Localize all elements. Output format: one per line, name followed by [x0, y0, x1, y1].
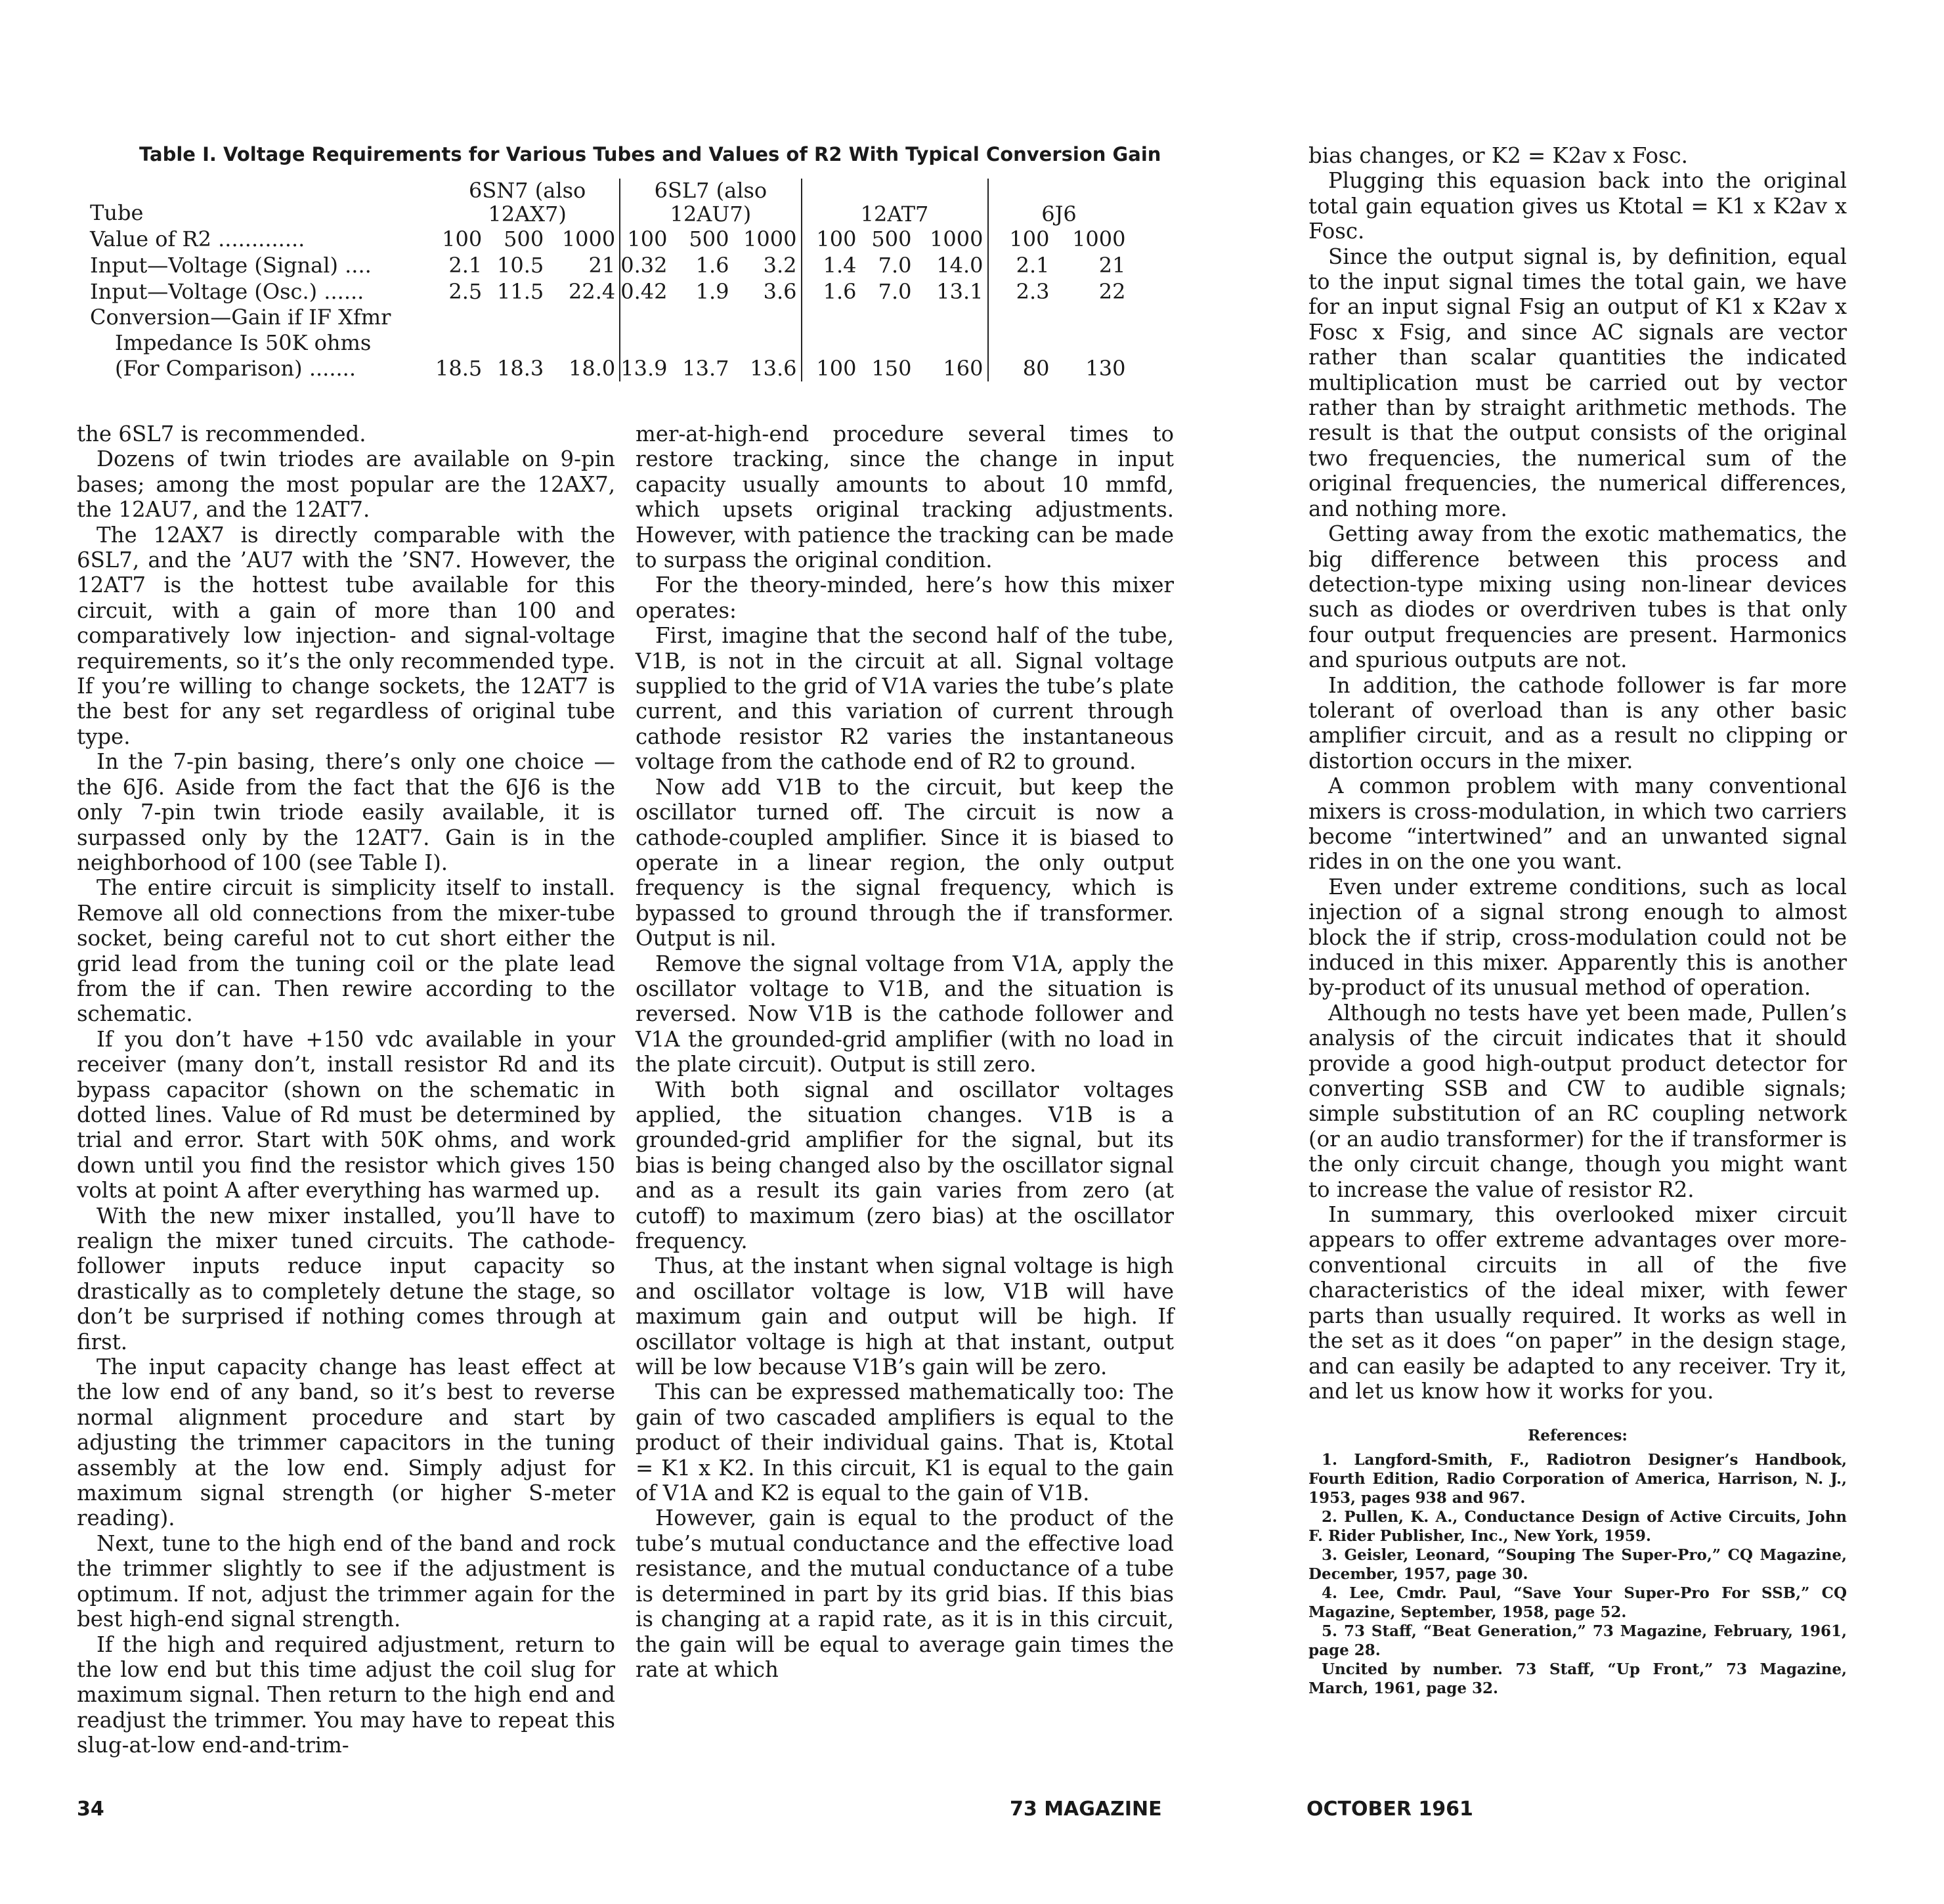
- tube-header: Tube: [90, 200, 144, 225]
- group-header-6sl7: 6SL7 (also 12AU7): [620, 179, 801, 226]
- table-cell: 1000: [916, 226, 988, 252]
- table-cell: 500: [871, 227, 912, 251]
- text-column-3: [1308, 143, 1847, 1698]
- table-cell: 18.3: [497, 356, 544, 381]
- paragraph: Dozens of twin triodes are available on 9-pin bases; among the most popular are the 12AX7, the 12AU7, and the 12AT7.: [77, 446, 615, 523]
- table-cell: 100: [816, 356, 857, 381]
- paragraph: In addition, the cathode follower is far more tolerant of overload than is any other basic amplifier circuit, and as a result no clipping or distortion occurs in the mixer.: [1308, 672, 1847, 773]
- group-header-12at7: 12AT7: [802, 179, 988, 226]
- table-cell: 3.2: [733, 252, 802, 278]
- issue-date: OCTOBER 1961: [1307, 1798, 1473, 1821]
- paragraph: Plugging this equasion back into the original total gain equation gives us Ktotal = K1 x K2av x Fosc.: [1308, 168, 1847, 244]
- table-cell: 13.1: [916, 278, 988, 305]
- reference-item: 3. Geisler, Leonard, “Souping The Super-Pro,” CQ Magazine, December, 1957, page 30.: [1308, 1546, 1847, 1584]
- table-cell: 100: [627, 227, 668, 251]
- table-cell: 100: [816, 227, 857, 251]
- paragraph: For the theory-minded, here’s how this mixer operates:: [636, 573, 1174, 623]
- table-cell: 100: [442, 227, 483, 251]
- page-number: 34: [77, 1798, 104, 1821]
- table-cell: 13.9: [620, 356, 668, 381]
- paragraph: Even under extreme conditions, such as local injection of a signal strong enough to almost block the if strip, cross-modulation could not be induced in this mixer. Apparently this is another by-product of its unusual method of operation.: [1308, 874, 1847, 1001]
- table-cell: 18.0: [548, 305, 620, 381]
- table-cell: 7.0: [878, 279, 912, 304]
- table-cell: 1.4: [823, 253, 857, 278]
- group-header-6sn7: 6SN7 (also 12AX7): [435, 179, 620, 226]
- table-cell: 10.5: [497, 253, 544, 278]
- reference-item: 2. Pullen, K. A., Conductance Design of Active Circuits, John F. Rider Publisher, Inc., New York, 1959.: [1308, 1508, 1847, 1546]
- table-cell: 22.4: [548, 278, 620, 305]
- paragraph: The 12AX7 is directly comparable with the 6SL7, and the ’AU7 with the ’SN7. However, the 12AT7 is the hottest tube available for this circuit, with a gain of more than 100 and comparatively low injection- and signal-voltage requirements, so it’s the only recommended type. If you’re willing to change sockets, the 12AT7 is the best for any set regardless of original tube type.: [77, 522, 615, 749]
- table-cell: 1000: [1072, 227, 1126, 251]
- group-header-6j6: 6J6: [1041, 202, 1077, 227]
- paragraph: This can be expressed mathematically too: The gain of two cascaded amplifiers is equal to the product of their individual gains. That is, Ktotal = K1 x K2. In this circuit, K1 is equal to the gain of V1A and K2 is equal to the gain of V1B.: [636, 1379, 1174, 1506]
- paragraph: First, imagine that the second half of the tube, V1B, is not in the circuit at all. Signal voltage supplied to the grid of V1A varies the tube’s plate current, and this variation of current through cathode resistor R2 varies the instantaneous voltage from the cathode end of R2 to ground.: [636, 623, 1174, 775]
- table-row: [90, 278, 1130, 305]
- table-cell: 7.0: [878, 253, 912, 278]
- paragraph: Since the output signal is, by definition, equal to the input signal times the total gain, we have for an input signal Fsig an output of K1 x K2av x Fosc x Fsig, and since AC signals are vector rather than scalar quantities the indicated multiplication must be carried out by vector rather than by straight arithmetic methods. The result is that the output consists of the original two frequencies, the numerical sum of the original frequencies, the numerical differences, and nothing more.: [1308, 244, 1847, 521]
- table-cell: 1.6: [823, 279, 857, 304]
- paragraph: In summary, this overlooked mixer circuit appears to offer extreme advantages over more-conventional circuits in all of the five characteristics of the ideal mixer, with fewer parts than usually required. It works as well in the set as it does “on paper” in the design stage, and can easily be adapted to any receiver. Try it, and let us know how it works for you.: [1308, 1202, 1847, 1404]
- paragraph: The entire circuit is simplicity itself to install. Remove all old connections from the mixer-tube socket, being careful not to cut short either the grid lead from the tuning coil or the plate lead from the if can. Then rewire according to the schematic.: [77, 875, 615, 1027]
- table-title: Table I. Voltage Requirements for Various Tubes and Values of R2 With Typical Conversion Gain: [139, 143, 1161, 165]
- paragraph: Remove the signal voltage from V1A, apply the oscillator voltage to V1B, and the situation is reversed. Now V1B is the cathode follower and V1A the grounded-grid amplifier (with no load in the plate circuit). Output is still zero.: [636, 951, 1174, 1077]
- table-cell: 11.5: [497, 279, 544, 304]
- table-cell: 2.5: [448, 279, 483, 304]
- table-cell: 150: [871, 356, 912, 381]
- table-cell: 2.1: [448, 253, 483, 278]
- table-row: [90, 252, 1130, 278]
- table-cell: 1000: [733, 226, 802, 252]
- reference-item: 4. Lee, Cmdr. Paul, “Save Your Super-Pro For SSB,” CQ Magazine, September, 1958, page 52.: [1308, 1584, 1847, 1622]
- paragraph: mer-at-high-end procedure several times to restore tracking, since the change in input capacity usually amounts to about 10 mmfd, which upsets original tracking adjustments. However, with patience the tracking can be made to surpass the original condition.: [636, 422, 1174, 573]
- references: [1308, 1426, 1847, 1698]
- table-cell: 130: [1085, 356, 1126, 381]
- paragraph: A common problem with many conventional mixers is cross-modulation, in which two carriers become “intertwined” and an unwanted signal rides in on the one you want.: [1308, 773, 1847, 875]
- table-row: [90, 226, 1130, 252]
- paragraph: If you don’t have +150 vdc available in your receiver (many don’t, install resistor Rd and its bypass capacitor (shown on the schematic in dotted lines. Value of Rd must be determined by trial and error. Start with 50K ohms, and work down until you find the resistor which gives 150 volts at point A after everything has warmed up.: [77, 1026, 615, 1203]
- reference-item: Uncited by number. 73 Staff, “Up Front,” 73 Magazine, March, 1961, page 32.: [1308, 1660, 1847, 1698]
- table-cell: 160: [916, 305, 988, 381]
- paragraph: With the new mixer installed, you’ll have to realign the mixer tuned circuits. The cathode-follower inputs reduce input capacity so drastically as to completely detune the stage, so don’t be surprised if nothing comes through at first.: [77, 1203, 615, 1354]
- table-cell: 1.9: [695, 279, 729, 304]
- voltage-table: [90, 179, 1130, 381]
- table-cell: 14.0: [916, 252, 988, 278]
- table-cell: 2.3: [1016, 279, 1050, 304]
- table-cell: 0.32: [620, 253, 668, 278]
- text-column-2: [636, 422, 1174, 1682]
- table-cell: 21: [548, 252, 620, 278]
- paragraph: In the 7-pin basing, there’s only one choice —the 6J6. Aside from the fact that the 6J6 is the only 7-pin twin triode easily available, it is surpassed only by the 12AT7. Gain is in the neighborhood of 100 (see Table I).: [77, 749, 615, 875]
- table-cell: 0.42: [620, 279, 668, 304]
- table-cell: 3.6: [733, 278, 802, 305]
- table-cell: 2.1: [1016, 253, 1050, 278]
- table-cell: 80: [1022, 356, 1050, 381]
- row-label: Input—Voltage (Signal) ....: [90, 253, 372, 278]
- text-column-1: [77, 422, 615, 1758]
- table-cell: 18.5: [435, 356, 483, 381]
- row-label: Input—Voltage (Osc.) ......: [90, 279, 364, 304]
- table-cell: 500: [689, 227, 729, 251]
- paragraph: the 6SL7 is recommended.: [77, 422, 366, 446]
- paragraph: The input capacity change has least effect at the low end of any band, so it’s best to reverse normal alignment procedure and start by adjusting the trimmer capacitors in the tuning assembly at the low end. Simply adjust for maximum signal strength (or higher S-meter reading).: [77, 1354, 615, 1531]
- table-cell: 1000: [548, 226, 620, 252]
- table-cell: 100: [1009, 227, 1050, 251]
- paragraph: Next, tune to the high end of the band and rock the trimmer slightly to see if the adjustment is optimum. If not, adjust the trimmer again for the best high-end signal strength.: [77, 1530, 615, 1632]
- table-cell: 22: [1098, 279, 1126, 304]
- paragraph: Now add V1B to the circuit, but keep the oscillator turned off. The circuit is now a cathode-coupled amplifier. Since it is biased to operate in a linear region, the only output frequency is the signal frequency, which is bypassed to ground through the if transformer. Output is nil.: [636, 774, 1174, 951]
- table-header-row: [90, 179, 1130, 226]
- paragraph: If the high and required adjustment, return to the low end but this time adjust the coil slug for maximum signal. Then return to the high end and readjust the trimmer. You may have to repeat this slug-at-low end-and-trim-: [77, 1632, 615, 1758]
- paragraph: bias changes, or K2 = K2av x Fosc.: [1308, 143, 1688, 168]
- row-label: Value of R2 .............: [90, 227, 305, 251]
- row-label: Conversion—Gain if IF Xfmr Impedance Is 50K ohms (For Comparison) .......: [90, 305, 391, 381]
- table-cell: 1.6: [695, 253, 729, 278]
- paragraph: Getting away from the exotic mathematics, the big difference between this process and detection-type mixing using non-linear devices such as diodes or overdriven tubes is that only four output frequencies are present. Harmonics and spurious outputs are not.: [1308, 521, 1847, 673]
- table-cell: 21: [1098, 253, 1126, 278]
- paragraph: With both signal and oscillator voltages applied, the situation changes. V1B is a grounded-grid amplifier for the signal, but its bias is being changed also by the oscillator signal and as a result its gain varies from zero (at cutoff) to maximum (zero bias) at the oscillator frequency.: [636, 1077, 1174, 1253]
- magazine-name: 73 MAGAZINE: [1010, 1798, 1162, 1821]
- table-cell: 13.6: [733, 305, 802, 381]
- table-cell: 500: [504, 227, 544, 251]
- references-heading: References:: [1528, 1427, 1628, 1445]
- reference-item: 5. 73 Staff, “Beat Generation,” 73 Magazine, February, 1961, page 28.: [1308, 1622, 1847, 1660]
- reference-item: 1. Langford-Smith, F., Radiotron Designer’s Handbook, Fourth Edition, Radio Corporation of America, Harrison, N. J., 1953, pages 938 and 967.: [1308, 1451, 1847, 1507]
- table-row-gain: [90, 305, 1130, 381]
- paragraph: However, gain is equal to the product of the tube’s mutual conductance and the effective load resistance, and the mutual conductance of a tube is determined in part by its grid bias. If this bias is changing at a rapid rate, as it is in this circuit, the gain will be equal to average gain times the rate at which: [636, 1505, 1174, 1682]
- table-cell: 13.7: [682, 356, 729, 381]
- paragraph: Although no tests have yet been made, Pullen’s analysis of the circuit indicates that it should provide a good high-output product detector for converting SSB and CW to audible signals; simple substitution of an RC coupling network (or an audio transformer) for the if transformer is the only circuit change, though you might want to increase the value of resistor R2.: [1308, 1000, 1847, 1202]
- paragraph: Thus, at the instant when signal voltage is high and oscillator voltage is low, V1B will have maximum gain and output will be high. If oscillator voltage is high at that instant, output will be low because V1B’s gain will be zero.: [636, 1253, 1174, 1380]
